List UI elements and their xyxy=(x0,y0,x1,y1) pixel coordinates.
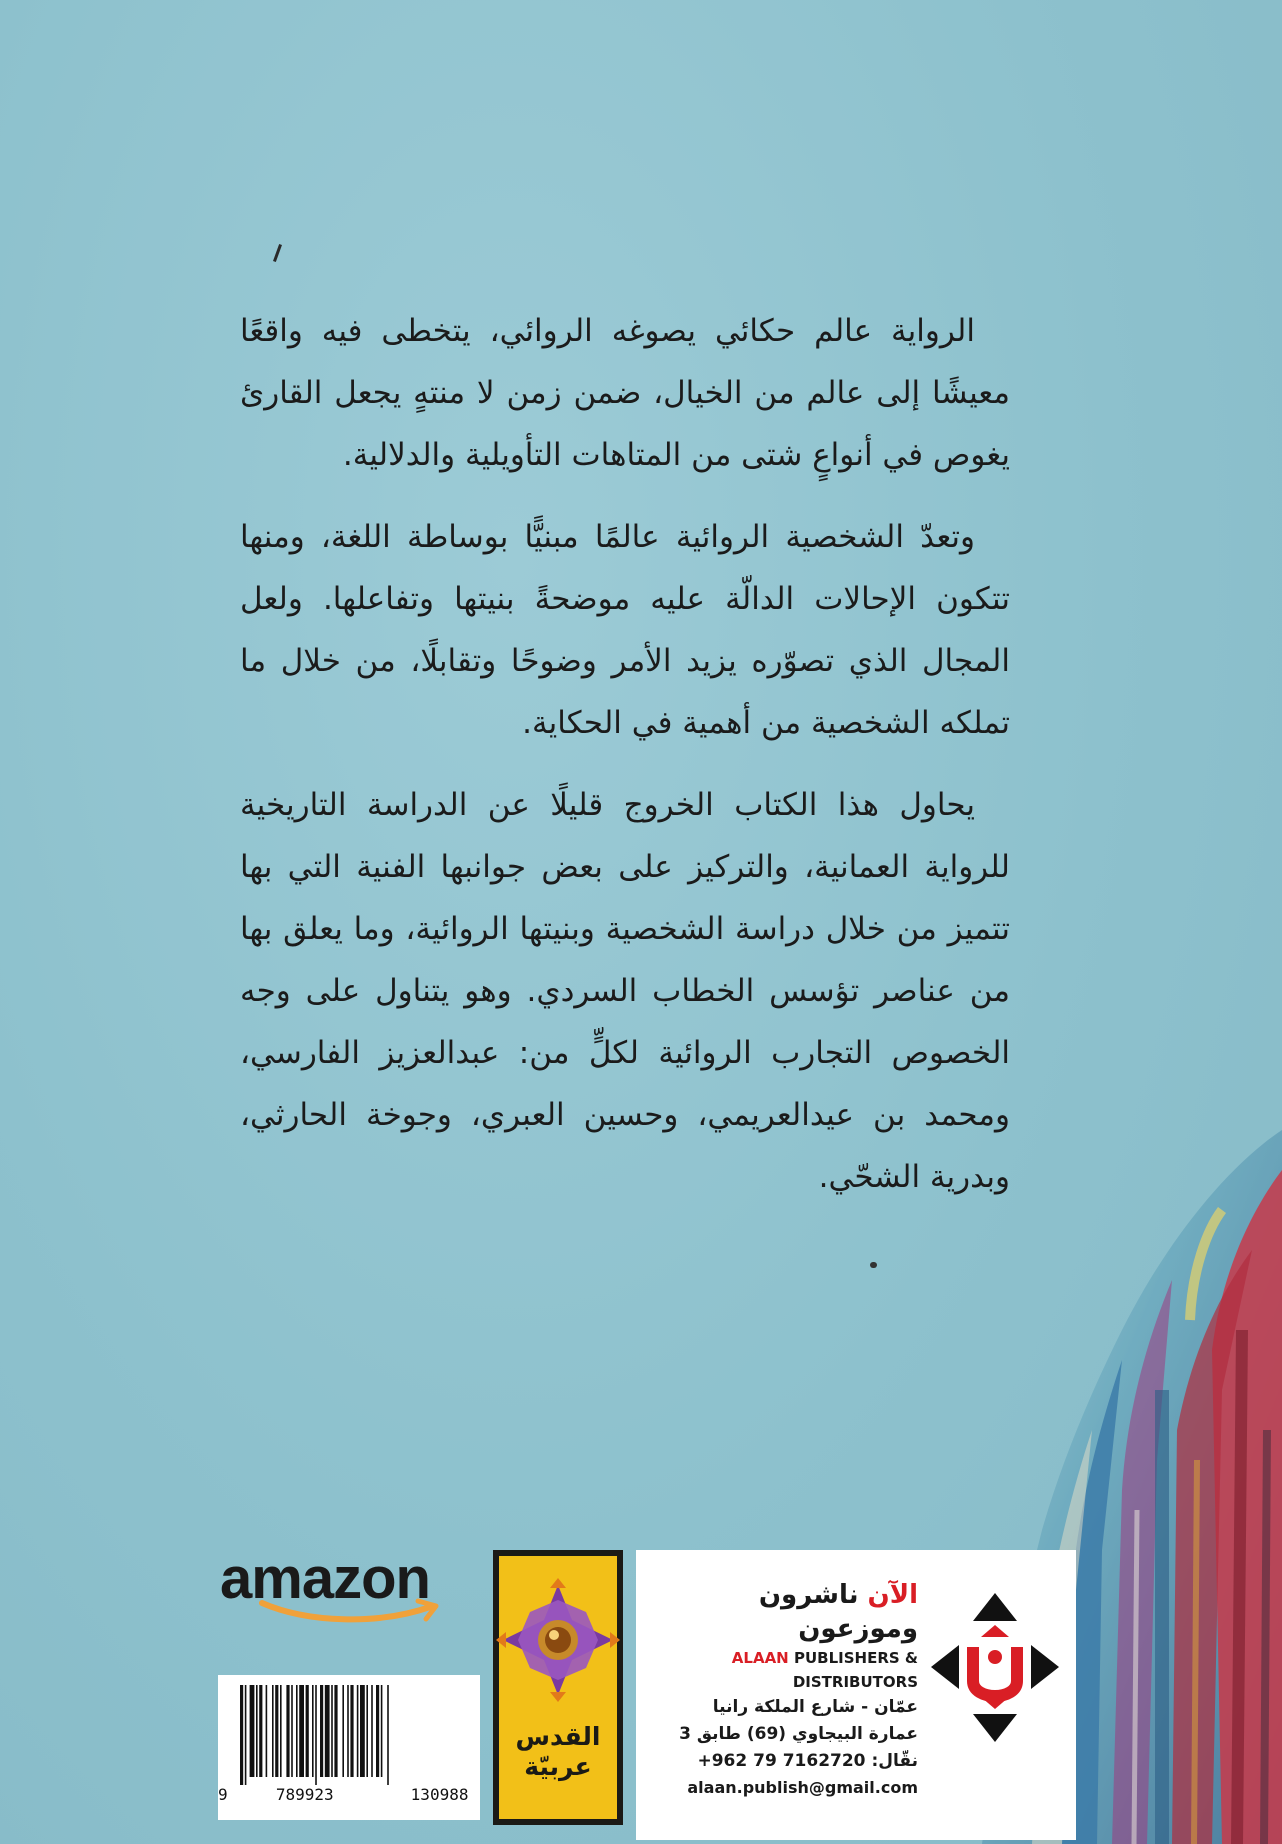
publisher-details xyxy=(648,1578,918,1801)
alaan-logo-icon xyxy=(925,1585,1065,1750)
blurb-paragraph-3: يحاول هذا الكتاب الخروج قليلًا عن الدراسة التاريخية للرواية العمانية، والتركيز على بعض جوانبها الفنية التي بها تتميز من خلال دراسة الشخصية وبنيتها الروائية، وما يعلق بها من عناصر تؤسس الخطاب السردي. وهو يتناول على وجه الخصوص التجارب الروائية لكلٍّ من: عبدالعزيز الفارسي، ومحمد بن عيدالعريمي، وحسين العبري، وجوخة الحارثي، وبدرية الشحّي. xyxy=(240,787,1010,1195)
quds-arabiya-logo xyxy=(493,1550,623,1825)
publisher-email: alaan.publish@gmail.com xyxy=(687,1778,918,1797)
phone-label: نقّال: xyxy=(871,1751,918,1771)
quds-line-2: عربيّة xyxy=(524,1752,592,1781)
amazon-smile-icon xyxy=(258,1597,448,1627)
amazon-wordmark: amazon xyxy=(220,1546,430,1611)
ink-dot xyxy=(870,1262,877,1268)
isbn-digits xyxy=(218,1785,480,1804)
quds-emblem-icon xyxy=(493,1550,623,1825)
publisher-info xyxy=(636,1550,1076,1840)
isbn-left-group: 789923 xyxy=(275,1785,334,1804)
publisher-phone xyxy=(648,1748,918,1775)
isbn-first-digit: 9 xyxy=(218,1785,228,1804)
blurb-text xyxy=(240,300,1010,1228)
quds-logo-text xyxy=(493,1722,623,1782)
isbn-barcode xyxy=(218,1675,480,1820)
quds-line-1: القدس xyxy=(515,1722,601,1751)
publisher-name-en: ALAAN PUBLISHERS & DISTRIBUTORS xyxy=(731,1649,918,1691)
publisher-address-1: عمّان - شارع الملكة رانيا xyxy=(712,1697,918,1717)
barcode-bars xyxy=(236,1685,466,1785)
phone-number: +962 79 7162720 xyxy=(697,1751,866,1771)
isbn-right-group: 130988 xyxy=(410,1785,469,1804)
blurb-paragraph-1: الرواية عالم حكائي يصوغه الروائي، يتخطى فيه واقعًا معيشًا إلى عالم من الخيال، ضمن زمن لا منتهٍ يجعل القارئ يغوص في أنواعٍ شتى من المتاهات التأويلية والدلالية. xyxy=(240,313,1010,473)
amazon-logo xyxy=(220,1545,480,1625)
blurb-paragraph-2: وتعدّ الشخصية الروائية عالمًا مبنيًّا بوساطة اللغة، ومنها تتكون الإحالات الدالّة عليه موضحةً بنيتها وتفاعلها. ولعل المجال الذي تصوّره يزيد الأمر وضوحًا وتقابلًا، من خلال ما تملكه الشخصية من أهمية في الحكاية. xyxy=(240,519,1010,741)
publisher-address-2: عمارة البيجاوي (69) طابق 3 xyxy=(679,1724,918,1744)
ink-mark xyxy=(273,244,282,262)
publisher-name-ar: الآن ناشرون وموزعون xyxy=(758,1580,918,1644)
